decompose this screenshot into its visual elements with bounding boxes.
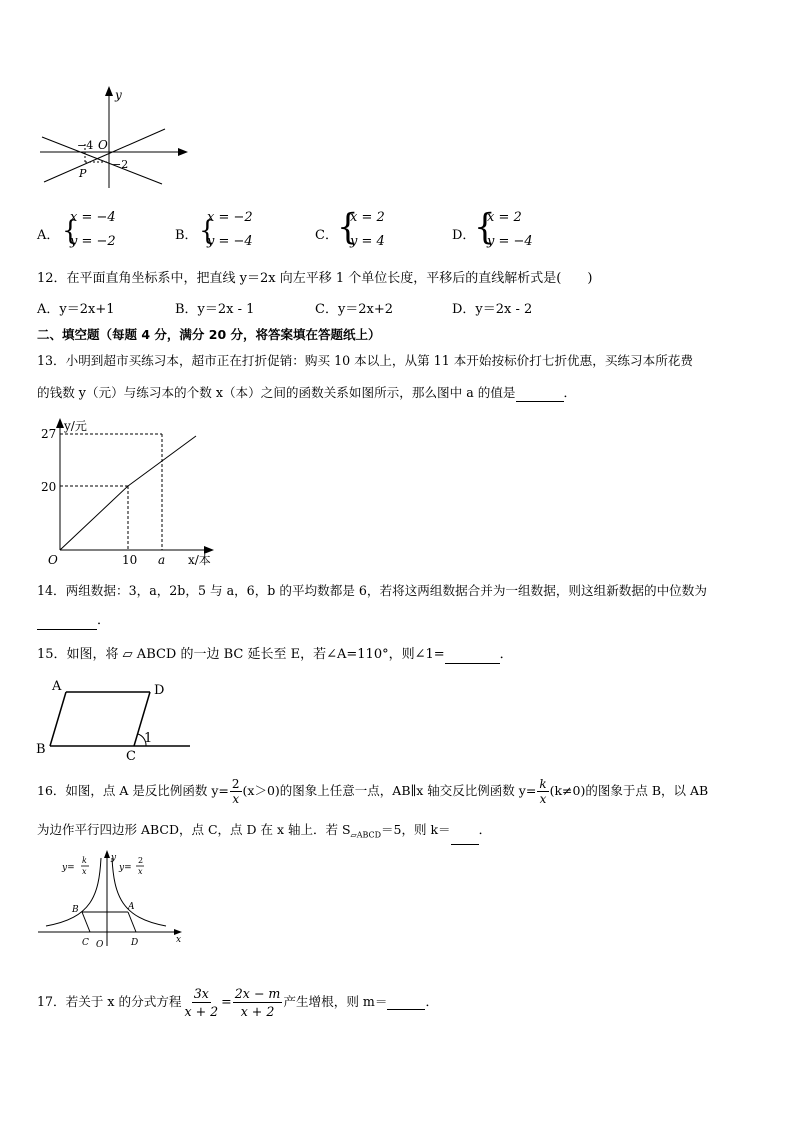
equals-sign: = [221,994,232,1009]
tick-10: 10 [122,553,138,567]
q11-option-c-label[interactable]: C． [315,228,338,243]
label-b: B [36,742,46,757]
fraction-k-over-x [537,777,548,806]
frac-num: 2 [231,777,240,791]
q16-line1 [37,776,708,806]
brace-c: { [337,206,359,248]
segment-bc [82,912,90,932]
y-axis-arrow [56,418,64,428]
q11-graph [30,82,200,192]
tick-a: a [158,553,166,567]
q13-end: ． [563,385,577,400]
q16-line2 [37,821,491,845]
fraction-left [182,985,220,1020]
label-c: C [126,749,136,764]
label-a: A [128,902,135,912]
brace-b: { [199,215,216,247]
q16-line2b: ＝5，则 k＝ [381,822,451,837]
frac-den: x [539,792,547,806]
x-axis-label: x/本 [188,553,211,567]
q12-option-d[interactable]: D．y＝2x - 2 [452,302,533,317]
neg4-label: −4 [77,139,94,152]
q16-part3: (k≠0)的图象于点 B，以 AB [549,783,709,798]
q17-line [37,982,438,1022]
q17-answer-blank[interactable] [387,995,425,1010]
segment-1 [60,486,128,550]
brace-d: { [474,206,496,248]
q12-option-c[interactable]: C．y＝2x+2 [315,302,394,317]
right-func-den: x [138,867,143,876]
q17-part1: 17．若关于 x 的分式方程 [37,994,182,1009]
q17-part2: 产生增根，则 m＝ [283,994,388,1009]
q16-answer-blank[interactable] [451,830,479,845]
p-label: P [79,167,87,180]
side-ab [50,692,66,746]
q13-line1: 13．小明到超市买练习本，超市正在打折促销：购买 10 本以上，从第 11 本开始按标价打七折优惠，买练习本所花费 [37,353,693,368]
q11-option-d-line1: x = 2 [487,210,522,225]
q13-graph [38,412,228,572]
q11-option-a-label[interactable]: A． [37,228,60,243]
section-heading: 二、填空题（每题 4 分，满分 20 分，将答案填在答题纸上） [37,327,381,342]
q11-option-d-line2: y = −4 [487,234,533,249]
frac-den: x [232,792,240,806]
frac-num: k [539,777,547,791]
q11-option-c-line2: y = 4 [350,234,385,249]
q15-answer-blank[interactable] [445,649,500,664]
label-a: A [52,679,62,694]
tick-27: 27 [41,427,57,441]
q16-part1: 16．如图，点 A 是反比例函数 y= [37,783,229,798]
left-func-num: k [82,856,87,865]
q14-line1: 14．两组数据：3，a，2b，5 与 a，6，b 的平均数都是 6，若将这两组数据合并为一组数据，则这组新数据的中位数为 [37,583,707,598]
q15-end: ． [499,647,513,662]
q12-question: 12．在平面直角坐标系中，把直线 y＝2x 向左平移 1 个单位长度，平移后的直线解析式是( ) [37,271,593,286]
label-o: O [96,940,104,950]
q11-option-b-label[interactable]: B． [175,228,198,243]
q11-options [37,206,757,254]
label-d: D [131,938,139,948]
frac-num: 3x [193,986,209,1001]
y-label: y [115,88,122,102]
label-c: C [82,938,89,948]
frac-den: x + 2 [240,1004,275,1019]
fraction-2-over-x [230,777,242,806]
q15-line [37,646,513,664]
neg2-label: −2 [112,158,129,171]
q14-end: ． [97,613,111,628]
q11-option-c-line1: x = 2 [350,210,385,225]
q16-line2-text: 为边作平行四边形 ABCD，点 C，点 D 在 x 轴上．若 S [37,822,351,837]
label-b: B [72,905,79,915]
q11-option-a-line2: y = −2 [70,234,116,249]
q13-line2-text: 的钱数 y（元）与练习本的个数 x（本）之间的函数关系如图所示，那么图中 a 的值是 [37,385,516,400]
q12-option-b[interactable]: B．y＝2x - 1 [175,302,255,317]
y-axis-label: y/元 [64,419,87,433]
q13-answer-blank[interactable] [516,387,564,402]
tick-20: 20 [41,480,57,494]
left-func-den: x [82,867,87,876]
q16-part2: (x＞0)的图象上任意一点，AB∥x 轴交反比例函数 y= [242,783,537,798]
q17-end: ． [425,994,439,1009]
q11-option-d-label[interactable]: D． [452,228,476,243]
left-func-label: y= [62,863,75,873]
y-axis-arrow [105,86,113,96]
origin-label: O [48,553,58,567]
q14-line2 [37,612,110,630]
right-func-num: 2 [138,856,144,865]
right-func-label: y= [119,863,132,873]
q12-option-a[interactable]: A．y＝2x+1 [37,302,115,317]
fraction-right [233,985,283,1020]
x-axis-arrow [178,148,188,156]
y-axis-label: y [111,853,117,863]
line-2 [44,129,165,182]
label-d: D [154,683,165,698]
origin-label: O [98,138,108,152]
q14-answer-blank[interactable] [37,615,97,630]
x-axis-label: x [176,935,182,945]
brace-a: { [62,215,79,247]
q11-option-a-line1: x = −4 [70,210,116,225]
q13-line2 [37,384,576,402]
q15-figure [36,676,196,764]
q16-figure [36,846,196,951]
frac-num: 2x − m [234,986,281,1001]
frac-den: x + 2 [184,1004,219,1019]
q11-option-b-line1: x = −2 [207,210,253,225]
y-axis-arrow [104,850,110,858]
q15-text: 15．如图，将 ▱ ABCD 的一边 BC 延长至 E，若∠A=110°，则∠1= [37,647,445,662]
q16-end: ． [478,822,492,837]
label-angle-1: 1 [144,731,153,746]
q11-option-b-line2: y = −4 [207,234,253,249]
area-subscript: ▱ABCD [350,830,382,840]
